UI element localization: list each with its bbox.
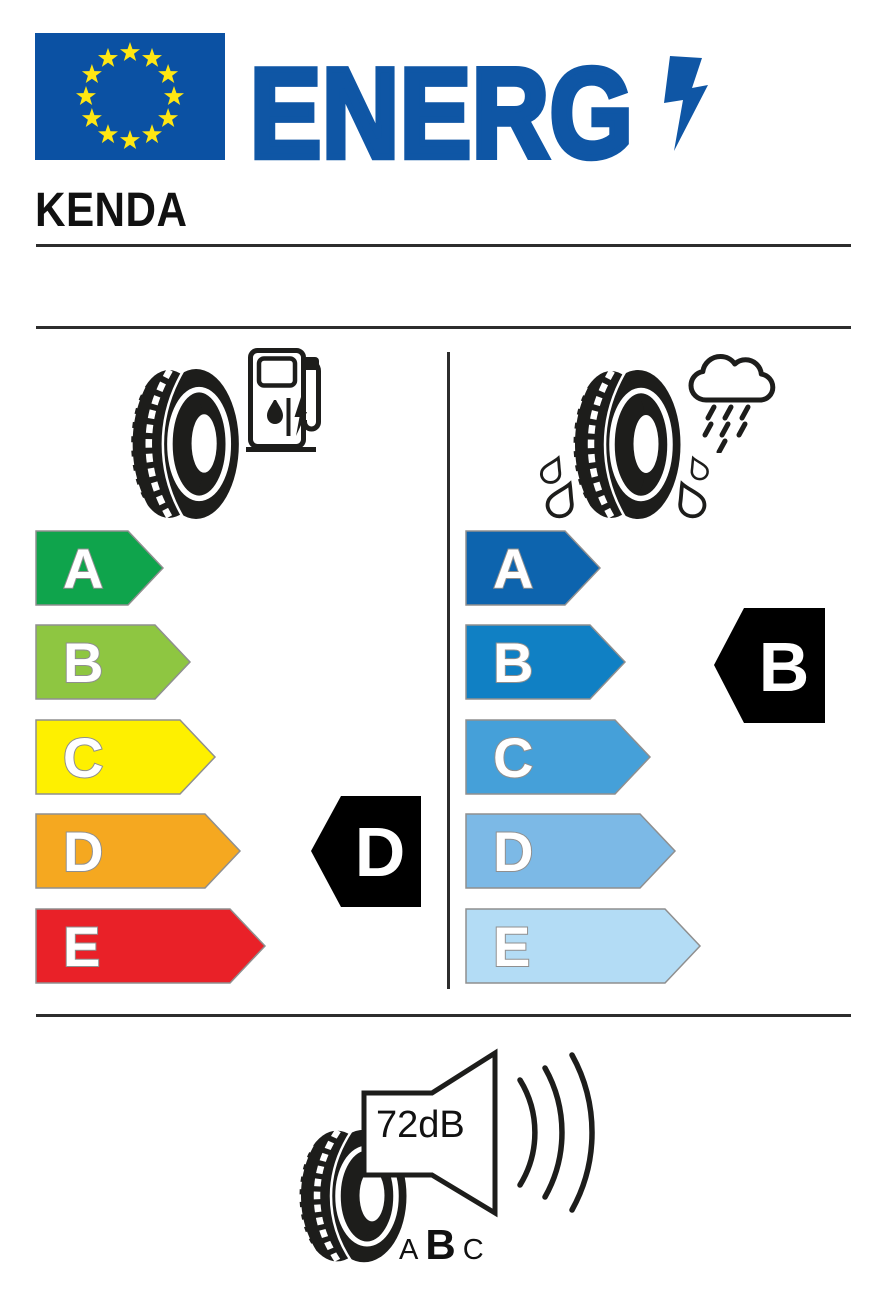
fuel-class-arrow-a — [35, 530, 166, 606]
noise-class-c: C — [462, 1234, 484, 1266]
wet-class-letter-d: D — [493, 820, 534, 883]
fuel-class-letter-d: D — [63, 820, 104, 883]
wet-rating-badge — [713, 607, 827, 725]
fuel-class-arrow-d — [35, 813, 243, 889]
wet-class-letter-a: A — [493, 537, 534, 600]
noise-db-value: 72dB — [376, 1104, 465, 1146]
energy-logo-text: ENERG — [250, 42, 634, 184]
wet-class-letter-c: C — [493, 726, 534, 789]
wet-class-arrow-d — [465, 813, 678, 889]
wet-class-letter-b: B — [493, 631, 534, 694]
separator-line-top — [36, 244, 851, 247]
noise-class-scale — [399, 1221, 484, 1268]
fuel-rating-letter: D — [354, 813, 406, 891]
wet-class-arrow-c — [465, 719, 653, 795]
column-divider — [447, 352, 450, 989]
eu-flag-icon — [35, 33, 225, 160]
rain-drops-icon — [705, 407, 748, 452]
separator-line-bottom — [36, 1014, 851, 1017]
fuel-class-letter-c: C — [63, 726, 104, 789]
fuel-class-letter-e: E — [63, 915, 101, 978]
fuel-pump-icon — [246, 348, 324, 452]
wet-class-arrow-a — [465, 530, 603, 606]
rain-cloud-icon — [681, 349, 781, 453]
lightning-bolt-icon — [657, 56, 709, 151]
fuel-class-arrow-e — [35, 908, 268, 984]
fuel-class-arrow-c — [35, 719, 218, 795]
wet-rating-letter: B — [758, 628, 810, 706]
noise-class-b: B — [425, 1221, 456, 1268]
fuel-tire-icon — [128, 367, 240, 521]
brand-name: KENDA — [35, 184, 188, 237]
wet-class-letter-e: E — [493, 915, 531, 978]
wet-class-arrow-b — [465, 624, 628, 700]
sound-waves-icon — [520, 1055, 592, 1210]
fuel-rating-badge — [310, 795, 423, 909]
fuel-class-letter-b: B — [63, 631, 104, 694]
fuel-class-arrow-b — [35, 624, 193, 700]
wet-class-arrow-e — [465, 908, 703, 984]
fuel-class-letter-a: A — [63, 537, 104, 600]
separator-line-middle — [36, 326, 851, 329]
noise-class-a: A — [399, 1234, 419, 1266]
